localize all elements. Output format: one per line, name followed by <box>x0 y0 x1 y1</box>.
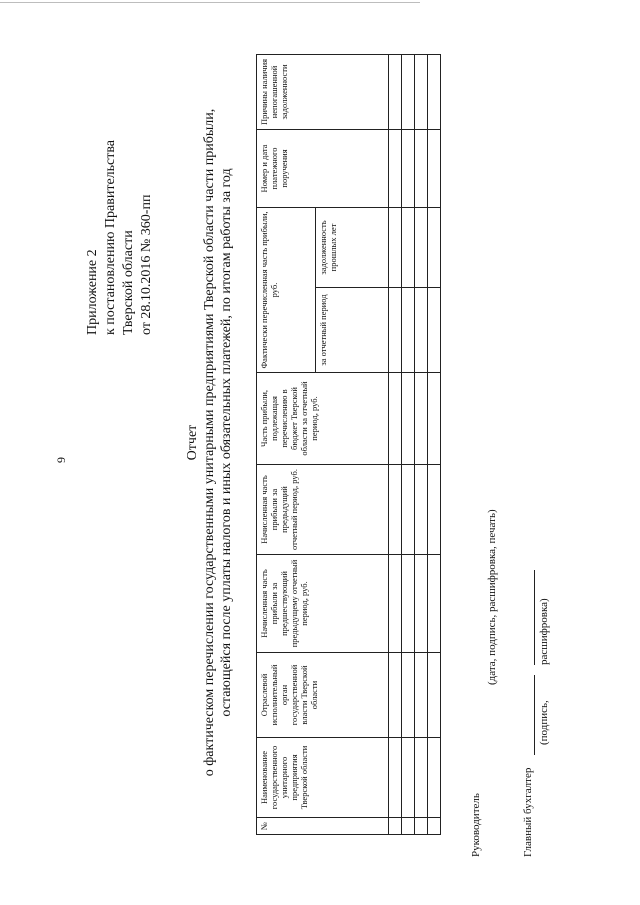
table-cell <box>402 207 415 287</box>
table-cell <box>428 555 441 653</box>
accountant-signature-line-2 <box>534 570 535 665</box>
table-cell <box>415 465 428 555</box>
accountant-signature-label: Главный бухгалтер <box>522 767 534 857</box>
table-cell <box>389 373 402 465</box>
head-signature-hint: (дата, подпись, расшифровка, печать) <box>486 509 498 685</box>
col-header-payment-order: Номер и дата платежного поручения <box>257 129 389 207</box>
table-cell <box>402 653 415 738</box>
table-cell <box>389 288 402 373</box>
col-subheader-arrears-previous-years: задолженность прошлых лет <box>316 207 389 287</box>
page-number: 9 <box>54 457 68 463</box>
head-signature-label: Руководитель <box>470 793 482 857</box>
table-cell <box>428 738 441 818</box>
table-cell <box>415 129 428 207</box>
report-table <box>256 54 441 835</box>
table-cell <box>389 129 402 207</box>
table-cell <box>428 465 441 555</box>
col-header-accrued-previous: Начисленная часть прибыли за предыдущий отчетный период, руб. <box>257 465 389 555</box>
table-cell <box>402 54 415 129</box>
table-cell <box>415 207 428 287</box>
table-cell <box>402 555 415 653</box>
table-cell <box>415 555 428 653</box>
appendix-line-3: Тверской области <box>121 230 136 335</box>
col-header-accrued-prior-previous: Начисленная часть прибыли за предшествующий предыдущему отчетный период, руб. <box>257 555 389 653</box>
report-heading: Отчет <box>185 424 200 461</box>
table-cell <box>428 373 441 465</box>
table-cell <box>389 653 402 738</box>
appendix-line-1: Приложение 2 <box>85 249 100 335</box>
table-cell <box>389 207 402 287</box>
table-cell <box>428 288 441 373</box>
table-cell <box>415 373 428 465</box>
table-cell <box>428 54 441 129</box>
table-cell <box>428 129 441 207</box>
table-cell <box>389 818 402 835</box>
report-title <box>184 90 235 795</box>
appendix-block <box>84 35 156 335</box>
table-cell <box>402 738 415 818</box>
table-cell <box>402 288 415 373</box>
table-row <box>389 54 402 834</box>
col-header-executive-body: Отраслевой исполнительный орган государственной власти Тверской области <box>257 653 389 738</box>
table-cell <box>389 738 402 818</box>
table-cell <box>415 738 428 818</box>
col-header-number: № <box>257 818 389 835</box>
col-header-enterprise-name: Наименование государственного унитарного предприятия Тверской области <box>257 738 389 818</box>
appendix-line-4: от 28.10.2016 № 360-пп <box>139 194 154 335</box>
col-header-profit-to-transfer: Часть прибыли, подлежащая перечислению в бюджет Тверской области за отчетный период, руб. <box>257 373 389 465</box>
report-title-line-1: о фактическом перечислении государственными унитарными предприятиями Тверской области части прибыли, <box>202 108 217 777</box>
col-subheader-reporting-period: за отчетный период <box>316 288 389 373</box>
table-cell <box>428 653 441 738</box>
table-cell <box>402 373 415 465</box>
table-cell <box>428 207 441 287</box>
table-cell <box>402 818 415 835</box>
table-row <box>428 54 441 834</box>
table-row <box>415 54 428 834</box>
table-cell <box>389 555 402 653</box>
table-cell <box>389 54 402 129</box>
table-cell <box>415 818 428 835</box>
table-cell <box>402 129 415 207</box>
accountant-signature-line-1 <box>534 675 535 755</box>
table-cell <box>402 465 415 555</box>
accountant-decode-hint: расшифровка) <box>538 598 550 665</box>
col-header-actual-transferred: Фактически перечисленная часть прибыли, руб. <box>257 207 316 372</box>
table-cell <box>415 54 428 129</box>
report-title-line-2: остающейся после уплаты налогов и иных обязательных платежей, по итогам работы за год <box>219 168 234 717</box>
table-cell <box>415 288 428 373</box>
table-cell <box>428 818 441 835</box>
table-row <box>402 54 415 834</box>
col-header-unpaid-reasons: Причины наличия непогашенной задолженности <box>257 54 389 129</box>
appendix-line-2: к постановлению Правительства <box>103 139 118 335</box>
table-cell <box>415 653 428 738</box>
accountant-signature-hint: (подпись, <box>538 700 550 745</box>
table-cell <box>389 465 402 555</box>
